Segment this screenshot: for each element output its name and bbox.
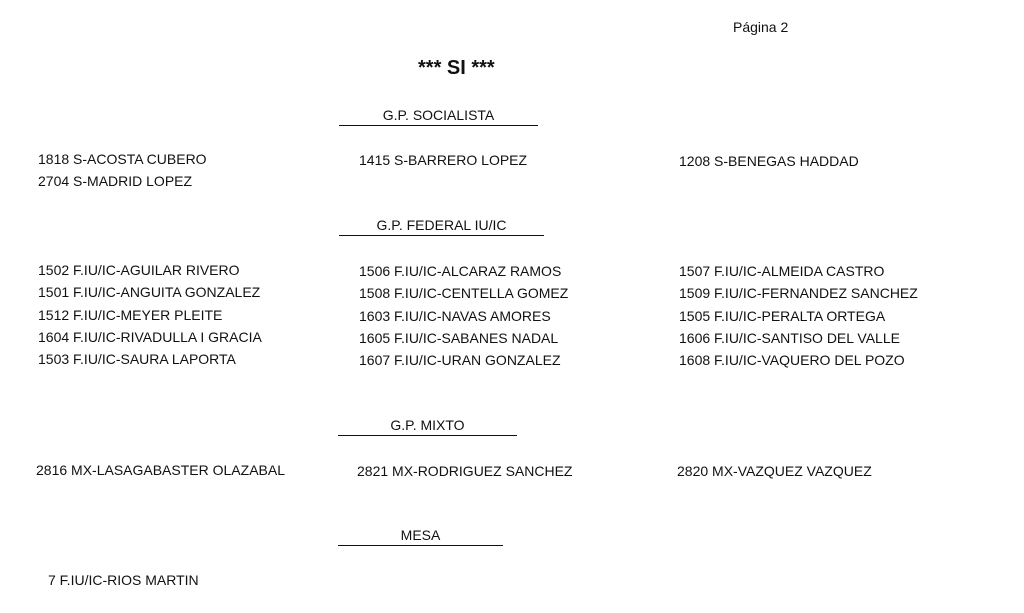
member-column <box>359 149 527 171</box>
member-column <box>357 460 572 482</box>
member-entry: 1606 F.IU/IC-SANTISO DEL VALLE <box>679 329 900 346</box>
member-entry: 1208 S-BENEGAS HADDAD <box>679 153 859 169</box>
member-entry: 1608 F.IU/IC-VAQUERO DEL POZO <box>679 352 905 369</box>
member-entry: 1508 F.IU/IC-CENTELLA GOMEZ <box>359 285 569 302</box>
member-entry: 1512 F.IU/IC-MEYER PLEITE <box>38 306 223 323</box>
member-entry: 1501 F.IU/IC-ANGUITA GONZALEZ <box>38 284 261 301</box>
member-entry: 1415 S-BARRERO LOPEZ <box>359 152 528 168</box>
member-entry: 1506 F.IU/IC-ALCARAZ RAMOS <box>359 263 562 279</box>
member-entry: 1818 S-ACOSTA CUBERO <box>38 151 207 167</box>
member-column <box>38 148 207 193</box>
member-entry: 1502 F.IU/IC-AGUILAR RIVERO <box>38 262 240 278</box>
member-column <box>36 459 285 481</box>
member-entry: 1505 F.IU/IC-PERALTA ORTEGA <box>679 307 886 324</box>
group-heading-federal-iu-ic: G.P. FEDERAL IU/IC <box>339 217 544 236</box>
member-entry: 2821 MX-RODRIGUEZ SANCHEZ <box>357 463 573 479</box>
member-entry: 1607 F.IU/IC-URAN GONZALEZ <box>359 352 561 369</box>
member-entry: 1605 F.IU/IC-SABANES NADAL <box>359 329 559 346</box>
vote-title: *** SI *** <box>418 57 495 79</box>
member-column <box>679 260 918 371</box>
member-entry: 1507 F.IU/IC-ALMEIDA CASTRO <box>679 263 885 279</box>
group-heading-mixto: G.P. MIXTO <box>338 417 517 436</box>
member-entry: 1509 F.IU/IC-FERNANDEZ SANCHEZ <box>679 285 918 302</box>
group-heading-mesa: MESA <box>338 527 503 546</box>
member-entry: 1603 F.IU/IC-NAVAS AMORES <box>359 307 551 324</box>
member-entry: 7 F.IU/IC-RIOS MARTIN <box>48 572 199 588</box>
member-column <box>679 150 859 172</box>
member-column <box>48 569 199 591</box>
member-entry: 2816 MX-LASAGABASTER OLAZABAL <box>36 462 285 478</box>
member-entry: 1604 F.IU/IC-RIVADULLA I GRACIA <box>38 328 262 345</box>
member-column <box>677 460 872 482</box>
member-column <box>38 259 262 370</box>
member-entry: 2820 MX-VAZQUEZ VAZQUEZ <box>677 463 872 479</box>
member-entry: 2704 S-MADRID LOPEZ <box>38 173 193 190</box>
member-entry: 1503 F.IU/IC-SAURA LAPORTA <box>38 351 236 368</box>
group-heading-socialista: G.P. SOCIALISTA <box>339 107 538 126</box>
member-column <box>359 260 568 371</box>
page-number: Página 2 <box>733 19 789 35</box>
